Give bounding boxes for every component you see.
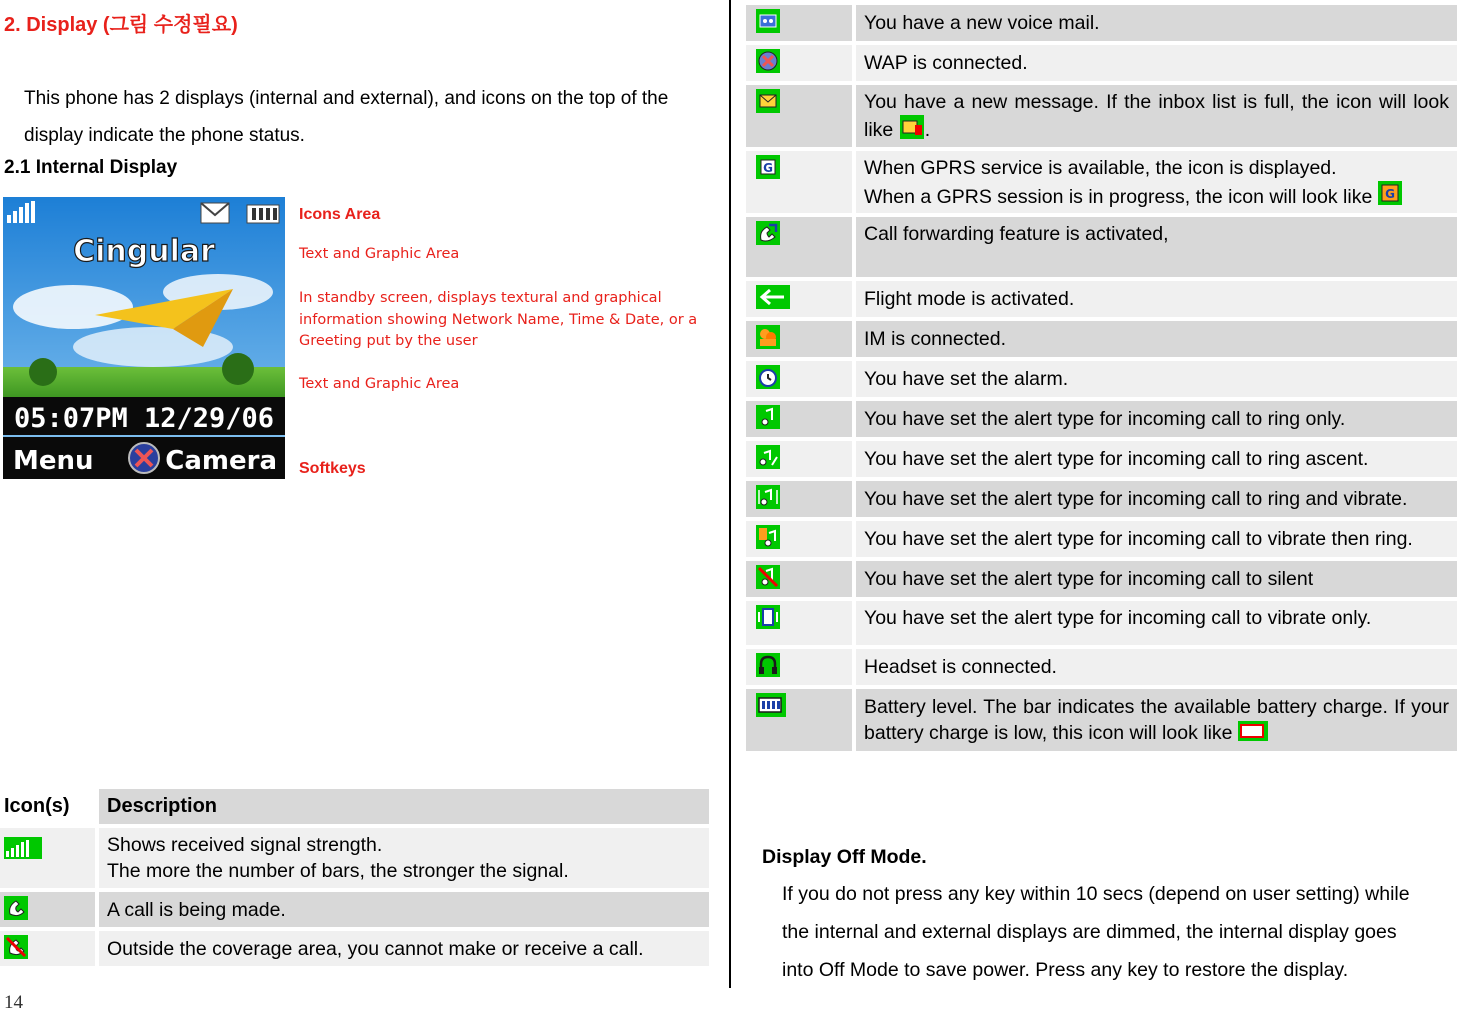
table-row — [0, 931, 709, 966]
table-row — [746, 441, 1457, 477]
table-row — [746, 151, 1457, 213]
row-desc: You have a new message. If the inbox list is full, the icon will look like — [864, 91, 1449, 141]
row-suffix: . — [924, 119, 931, 141]
section-heading: 2. Display (그림 수정필요) — [4, 14, 238, 36]
row-desc: You have set the alert type for incoming call to vibrate only. — [856, 601, 1457, 645]
im-icon — [756, 325, 780, 349]
row-desc: You have set the alert type for incoming call to ring and vibrate. — [856, 481, 1457, 517]
screen-battery-icon — [247, 205, 279, 223]
message-full-icon — [899, 115, 925, 139]
screen-envelope-icon — [201, 203, 229, 223]
table-row — [746, 601, 1457, 645]
table-row — [746, 481, 1457, 517]
svg-text:G: G — [763, 161, 773, 175]
no-service-icon — [4, 935, 28, 959]
off-mode-line1: If you do not press any key within 10 secs (depend on user setting) while — [782, 883, 1410, 905]
right-icon-table — [742, 1, 1457, 755]
row-desc: You have set the alarm. — [856, 361, 1457, 397]
call-forward-icon — [756, 221, 780, 245]
callout-desc-line1: In standby screen, displays textural and graphical — [299, 290, 662, 306]
table-row — [746, 217, 1457, 277]
table-row — [746, 321, 1457, 357]
off-mode-line2: the internal and external displays are dimmed, the internal display goes — [782, 921, 1397, 943]
callout-desc-line3: Greeting put by the user — [299, 333, 478, 349]
row-desc: IM is connected. — [856, 321, 1457, 357]
off-mode-paragraph — [782, 875, 1457, 989]
column-divider — [729, 0, 731, 988]
alarm-icon — [756, 365, 780, 389]
screen-carrier: Cingular — [73, 234, 215, 269]
page-number: 14 — [4, 992, 23, 1013]
call-icon — [4, 896, 28, 920]
table-row — [746, 401, 1457, 437]
table-row — [746, 521, 1457, 557]
flight-mode-icon — [756, 285, 790, 309]
battery-low-icon — [1238, 721, 1268, 741]
silent-icon — [756, 565, 780, 589]
screen-softkey-camera: Camera — [165, 446, 277, 476]
row-line1: When GPRS service is available, the icon is displayed. — [864, 156, 1337, 179]
screen-softkey-menu: Menu — [13, 446, 94, 476]
row-desc: You have set the alert type for incoming call to silent — [856, 561, 1457, 597]
row-desc: You have set the alert type for incoming call to vibrate then ring. — [856, 521, 1457, 557]
table-row — [746, 561, 1457, 597]
row-desc: A call is being made. — [99, 892, 709, 927]
row-desc: Call forwarding feature is activated, — [856, 217, 1457, 277]
row-desc: Outside the coverage area, you cannot make or receive a call. — [99, 931, 709, 966]
header-icons: Icon(s) — [0, 789, 95, 824]
row-desc: You have set the alert type for incoming call to ring only. — [856, 401, 1457, 437]
table-row — [0, 828, 709, 888]
callout-icons-area: Icons Area — [299, 206, 381, 223]
vibrate-then-ring-icon — [756, 525, 780, 549]
table-row — [746, 45, 1457, 81]
callout-desc-line2: information showing Network Name, Time & Date, or a — [299, 312, 698, 328]
callout-softkeys: Softkeys — [299, 460, 366, 477]
table-row — [746, 281, 1457, 317]
table-header-row — [0, 789, 709, 824]
table-row — [746, 5, 1457, 41]
ring-only-icon — [756, 405, 780, 429]
phone-screen-image — [3, 197, 285, 479]
ring-ascent-icon — [756, 445, 780, 469]
svg-text:G: G — [1384, 186, 1395, 201]
table-row — [0, 892, 709, 927]
row-desc: WAP is connected. — [856, 45, 1457, 81]
table-row — [746, 85, 1457, 147]
callout-text-area-2: Text and Graphic Area — [299, 376, 460, 392]
row-desc: Battery level. The bar indicates the available battery charge. If your battery charge is low, this icon will look like — [864, 696, 1449, 744]
gprs-icon — [756, 155, 780, 179]
row-desc: Flight mode is activated. — [856, 281, 1457, 317]
screen-time-date: 05:07PM 12/29/06 — [13, 403, 275, 434]
ring-vibrate-icon — [756, 485, 780, 509]
headset-icon — [756, 653, 780, 677]
row-desc: You have set the alert type for incoming call to ring ascent. — [856, 441, 1457, 477]
callout-text-area-1: Text and Graphic Area — [299, 246, 460, 262]
row-line2: The more the number of bars, the stronger the signal. — [107, 860, 569, 882]
table-row — [746, 649, 1457, 685]
row-line2: When a GPRS session is in progress, the icon will look like — [864, 185, 1373, 208]
table-row — [746, 361, 1457, 397]
signal-icon — [4, 836, 42, 860]
subsection-heading: 2.1 Internal Display — [4, 157, 178, 178]
off-mode-title: Display Off Mode. — [762, 846, 927, 868]
gprs-active-icon — [1378, 181, 1402, 205]
header-description: Description — [99, 789, 709, 824]
row-desc: You have a new voice mail. — [856, 5, 1457, 41]
voicemail-icon — [756, 9, 780, 33]
left-icon-table — [0, 785, 713, 970]
message-icon — [756, 89, 780, 113]
wap-icon — [756, 49, 780, 73]
battery-icon — [756, 693, 786, 717]
off-mode-line3: into Off Mode to save power. Press any key to restore the display. — [782, 959, 1349, 981]
vibrate-only-icon — [756, 605, 780, 629]
intro-paragraph: This phone has 2 displays (internal and external), and icons on the top of the display indicate the phone status. — [24, 88, 669, 146]
table-row — [746, 689, 1457, 751]
row-desc: Headset is connected. — [856, 649, 1457, 685]
row-line1: Shows received signal strength. — [107, 834, 383, 856]
